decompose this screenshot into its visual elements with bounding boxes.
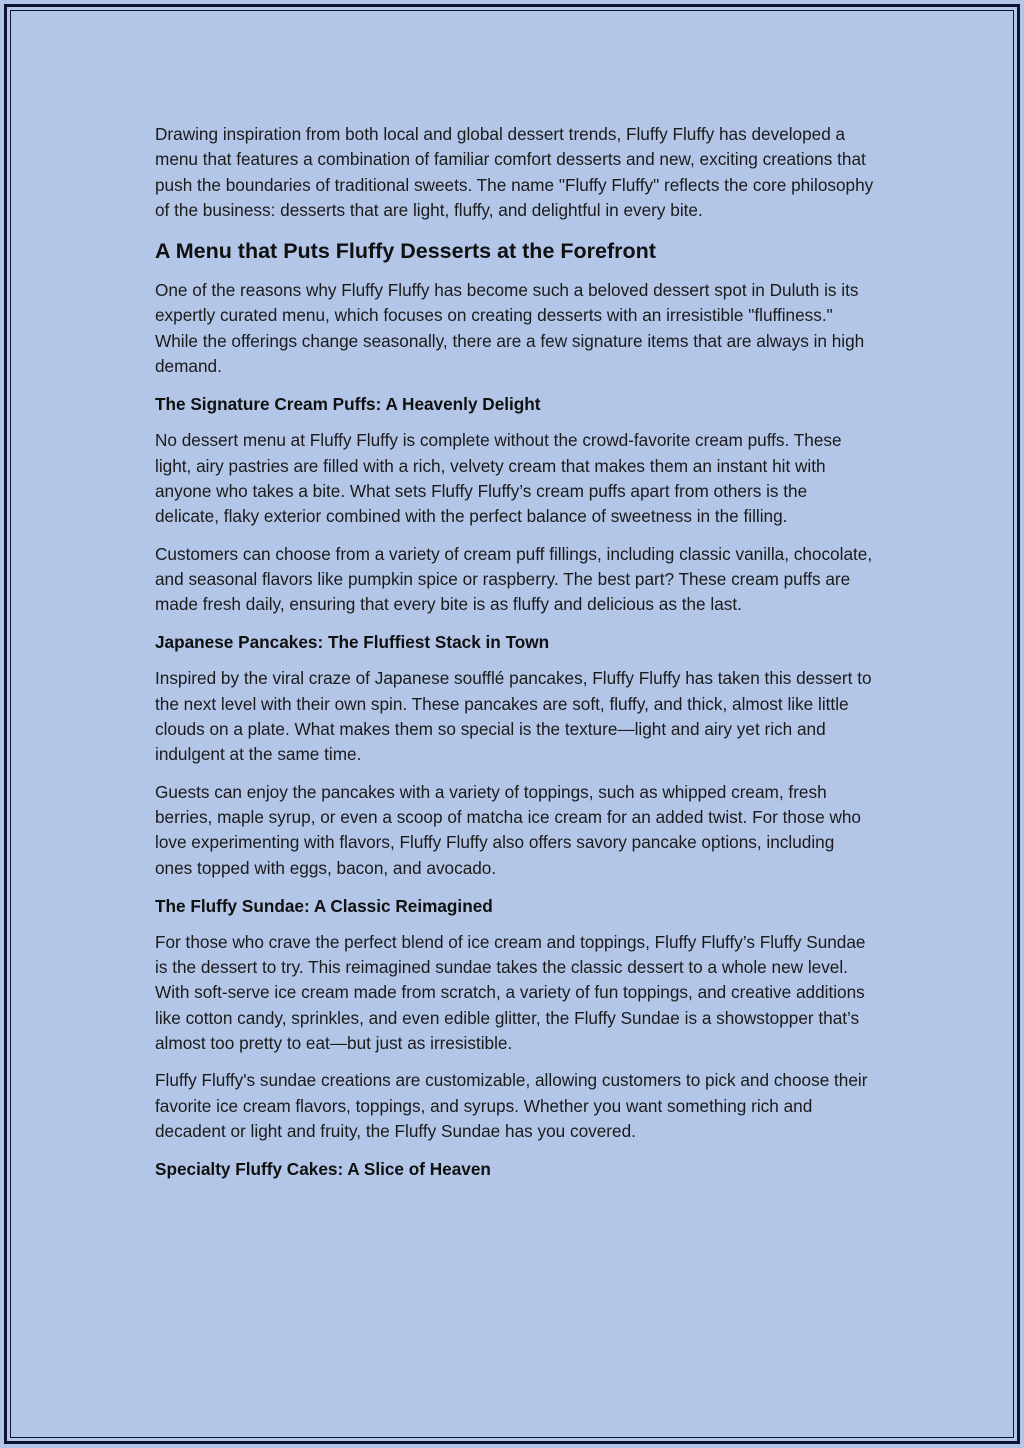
cream-puffs-paragraph-2: Customers can choose from a variety of cream puff fillings, including classic vanilla, chocolate, and seasonal flavors like pumpkin spice or raspberry. The best part? These cream puffs are made fresh daily, ensuring that every bite is as fluffy and delicious as the last. — [155, 543, 873, 615]
article-body — [155, 122, 875, 1193]
sundae-paragraph-1: For those who crave the perfect blend of ice cream and toppings, Fluffy Fluffy’s Fluffy Sundae is the dessert to try. This reimagined sundae takes the classic dessert to a whole new level. With soft-serve ice cream made from scratch, a variety of fun toppings, and creative additions like cotton candy, sprinkles, and even edible glitter, the Fluffy Sundae is a showstopper that’s almost too pretty to eat—but just as irresistible. — [155, 931, 866, 1054]
cakes-heading: Specialty Fluffy Cakes: A Slice of Heaven — [155, 1159, 491, 1180]
cream-puffs-paragraph-1: No dessert menu at Fluffy Fluffy is complete without the crowd-favorite cream puffs. These light, airy pastries are filled with a rich, velvety cream that makes them an instant hit with anyone who takes a bite. What sets Fluffy Fluffy’s cream puffs apart from others is the delicate, flaky exterior combined with the perfect balance of sweetness in the filling. — [155, 430, 842, 527]
intro-paragraph: Drawing inspiration from both local and global dessert trends, Fluffy Fluffy has developed a menu that features a combination of familiar comfort desserts and new, exciting creations that push the boundaries of traditional sweets. The name "Fluffy Fluffy" reflects the core philosophy of the business: desserts that are light, fluffy, and delightful in every bite. — [155, 124, 874, 220]
sundae-paragraph-2: Fluffy Fluffy's sundae creations are customizable, allowing customers to pick and choose their favorite ice cream flavors, toppings, and syrups. Whether you want something rich and decadent or light and fruity, the Fluffy Sundae has you covered. — [155, 1070, 868, 1141]
section-intro-paragraph: One of the reasons why Fluffy Fluffy has become such a beloved dessert spot in Duluth is its expertly curated menu, which focuses on creating desserts with an irresistible "fluffiness." While the offerings change seasonally, there are a few signature items that are always in high demand. — [155, 280, 865, 377]
section-heading: A Menu that Puts Fluffy Desserts at the Forefront — [155, 239, 656, 264]
pancakes-heading: Japanese Pancakes: The Fluffiest Stack in Town — [155, 632, 550, 653]
pancakes-paragraph-1: Inspired by the viral craze of Japanese soufflé pancakes, Fluffy Fluffy has taken this dessert to the next level with their own spin. These pancakes are soft, fluffy, and thick, almost like little clouds on a plate. What makes them so special is the texture—light and airy yet rich and indulgent at the same time. — [155, 668, 872, 765]
pancakes-paragraph-2: Guests can enjoy the pancakes with a variety of toppings, such as whipped cream, fresh berries, maple syrup, or even a scoop of matcha ice cream for an added twist. For those who love experimenting with flavors, Fluffy Fluffy also offers savory pancake options, including ones topped with eggs, bacon, and avocado. — [155, 781, 861, 878]
sundae-heading: The Fluffy Sundae: A Classic Reimagined — [155, 895, 493, 916]
cream-puffs-heading: The Signature Cream Puffs: A Heavenly Delight — [155, 394, 541, 415]
